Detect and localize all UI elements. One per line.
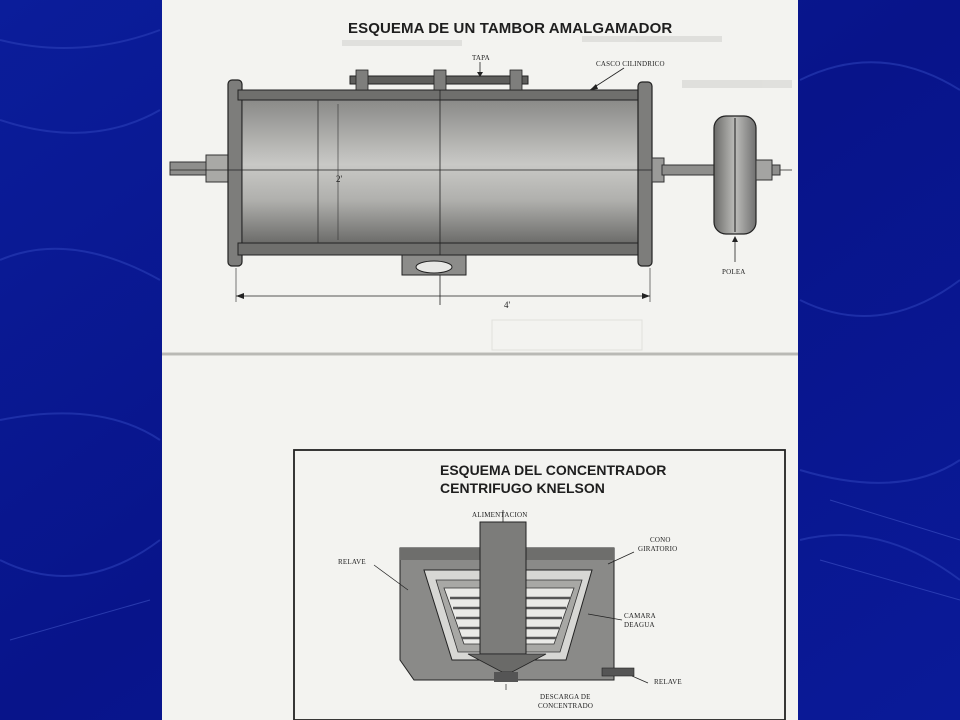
chamber-label-line1: CAMARA <box>624 612 656 620</box>
discharge-label-line2: CONCENTRADO <box>538 702 594 710</box>
chamber-label-line2: DEAGUA <box>624 621 655 629</box>
pulley-label: POLEA <box>722 268 746 276</box>
cone-label-line2: GIRATORIO <box>638 545 678 553</box>
concentrator-title-line1: ESQUEMA DEL CONCENTRADOR <box>440 462 667 478</box>
shell-label: CASCO CILINDRICO <box>596 60 665 68</box>
tailings-right-label: RELAVE <box>654 678 682 686</box>
diameter-dimension: 2' <box>336 174 343 184</box>
scanned-page <box>162 0 798 720</box>
diagrams-drawing <box>162 0 798 720</box>
feed-label: ALIMENTACION <box>472 511 528 519</box>
length-dimension: 4' <box>504 300 511 310</box>
discharge-label-line1: DESCARGA DE <box>540 693 591 701</box>
lid-label: TAPA <box>472 54 490 62</box>
amalgamating-drum <box>170 62 792 305</box>
concentrator-title-line2: CENTRIFUGO KNELSON <box>440 480 605 496</box>
tailings-left-label: RELAVE <box>338 558 366 566</box>
cone-label-line1: CONO <box>650 536 671 544</box>
drum-title: ESQUEMA DE UN TAMBOR AMALGAMADOR <box>348 20 673 37</box>
